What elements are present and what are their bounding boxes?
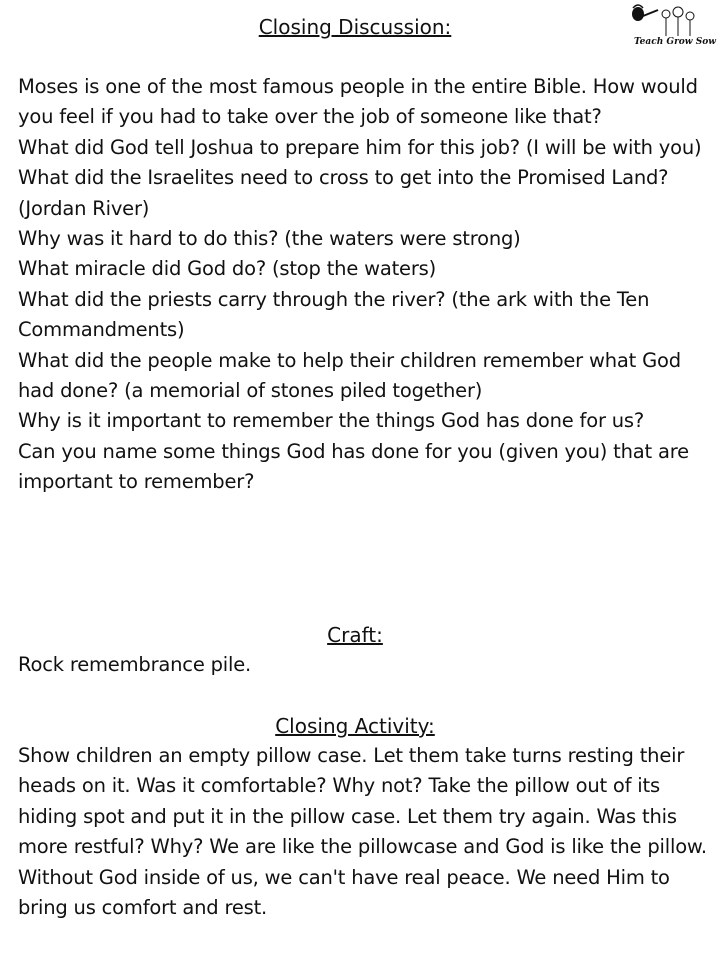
- craft-text: Rock remembrance pile.: [18, 653, 252, 676]
- question-item: Why is it important to remember the things God has done for us?: [18, 409, 645, 433]
- discussion-questions: [18, 72, 708, 498]
- question-item: What did the people make to help their children remember what God had done? (a memorial of stones piled together): [18, 348, 681, 403]
- question-item: Can you name some things God has done for you (given you) that are important to remember?: [18, 439, 689, 494]
- closing-activity-text: Show children an empty pillow case. Let them take turns resting their heads on it. Was it comfortable? Why not? Take the pillow out of its hiding spot and put it in the pillow case. Let them try again. Was this more restful? Why? We are like the pillowcase and God is like the pillow. Without God inside of us, we can't have real peace. We need Him to bring us comfort and rest.: [18, 744, 707, 920]
- logo-text: Teach Grow Sow: [634, 37, 716, 47]
- question-item: What did the priests carry through the river? (the ark with the Ten Commandments): [18, 287, 650, 342]
- question-item: Why was it hard to do this? (the waters were strong): [18, 227, 521, 251]
- closing-activity-title: Closing Activity:: [275, 714, 435, 738]
- question-item: Moses is one of the most famous people in the entire Bible. How would you feel if you had to take over the job of someone like that?: [18, 75, 698, 129]
- question-item: What did the Israelites need to cross to get into the Promised Land? (Jordan River): [18, 166, 669, 220]
- question-item: What did God tell Joshua to prepare him for this job? (I will be with you): [18, 135, 702, 159]
- closing-discussion-title: Closing Discussion:: [258, 15, 452, 39]
- question-item: What miracle did God do? (stop the waters): [18, 257, 437, 281]
- craft-title: Craft:: [327, 623, 383, 647]
